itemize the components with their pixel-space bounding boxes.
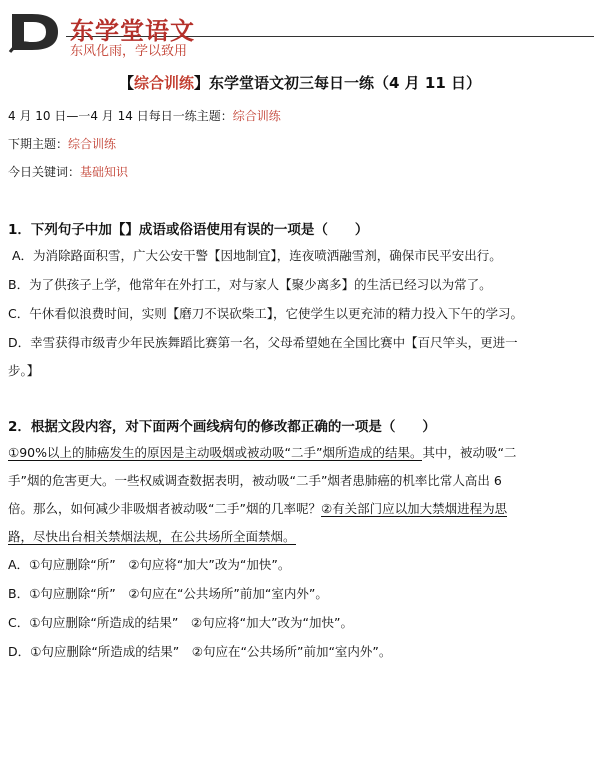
theme-line <box>8 107 281 124</box>
theme-label: 4 月 10 日—一4 月 14 日每日一练主题： <box>8 109 233 123</box>
q1-option-d-line1: D．幸雪获得市级青少年民族舞蹈比赛第一名，父母希望她在全国比赛中【百尺竿头，更进一 <box>8 335 518 350</box>
keyword-label: 今日关键词： <box>8 165 81 179</box>
q1-title: 1．下列句子中加【】成语或俗语使用有误的一项是（ ） <box>8 222 369 238</box>
q2-passage-line1 <box>8 443 516 461</box>
logo-text: 东学堂语文 <box>70 17 195 45</box>
q2-sentence-1: ①90%以上的肺癌发生的原因是主动吸烟或被动吸“二手”烟所造成的结果。 <box>8 445 423 460</box>
q1-option-c: C．午休看似浪费时间，实则【磨刀不误砍柴工】，它使学生以更充沛的精力投入下午的学习。 <box>8 306 523 321</box>
header <box>0 0 600 60</box>
keyword-value: 基础知识 <box>80 165 129 179</box>
title-bracket: 【 <box>118 74 134 92</box>
q2-option-a: A．①句应删除“所” ②句应将“加大”改为“加快”。 <box>8 557 291 572</box>
q1-option-a: A．为消除路面积雪，广大公安干警【因地制宜】，连夜喷洒融雪剂，确保市民平安出行。 <box>12 248 502 263</box>
q2-sentence-2-cont: 路，尽快出台相关禁烟法规，在公共场所全面禁烟。 <box>8 529 296 544</box>
title-tag: 综合训练 <box>134 74 195 92</box>
q2-option-d: D．①句应删除“所造成的结果” ②句应在“公共场所”前加“室内外”。 <box>8 644 392 659</box>
q2-passage-line3 <box>8 499 507 517</box>
keyword-line <box>8 163 128 180</box>
q2-sentence-2: ②有关部门应以加大禁烟进程为思 <box>320 501 508 516</box>
q1-option-d-line2: 步。】 <box>8 363 40 378</box>
q2-option-c: C．①句应删除“所造成的结果” ②句应将“加大”改为“加快”。 <box>8 615 353 630</box>
q2-option-b: B．①句应删除“所” ②句应在“公共场所”前加“室内外”。 <box>8 586 328 601</box>
q2-passage-line2: 手”烟的危害更大。一些权威调查数据表明，被动吸“二手”烟者患肺癌的机率比常人高出 6 <box>8 473 502 488</box>
q1-option-b: B．为了供孩子上学，他常年在外打工，对与家人【聚少离多】的生活已经习以为常了。 <box>8 277 492 292</box>
page-title <box>0 72 600 93</box>
next-theme-label: 下期主题： <box>8 137 69 151</box>
next-theme-line <box>8 135 116 152</box>
q2-passage-line4 <box>8 527 296 545</box>
logo-icon <box>8 8 66 54</box>
q2-passage-line1-rest: 其中，被动吸“二 <box>422 445 517 460</box>
title-rest: 】东学堂语文初三每日一练（4 月 11 日） <box>194 74 481 92</box>
theme-value: 综合训练 <box>232 109 281 123</box>
q2-passage-line3-plain: 倍。那么，如何减少非吸烟者被动吸“二手”烟的几率呢？ <box>8 501 321 516</box>
q2-title: 2．根据文段内容，对下面两个画线病句的修改都正确的一项是（ ） <box>8 419 436 435</box>
logo-slogan: 东风化雨，学以致用 <box>70 44 188 59</box>
next-theme-value: 综合训练 <box>68 137 117 151</box>
